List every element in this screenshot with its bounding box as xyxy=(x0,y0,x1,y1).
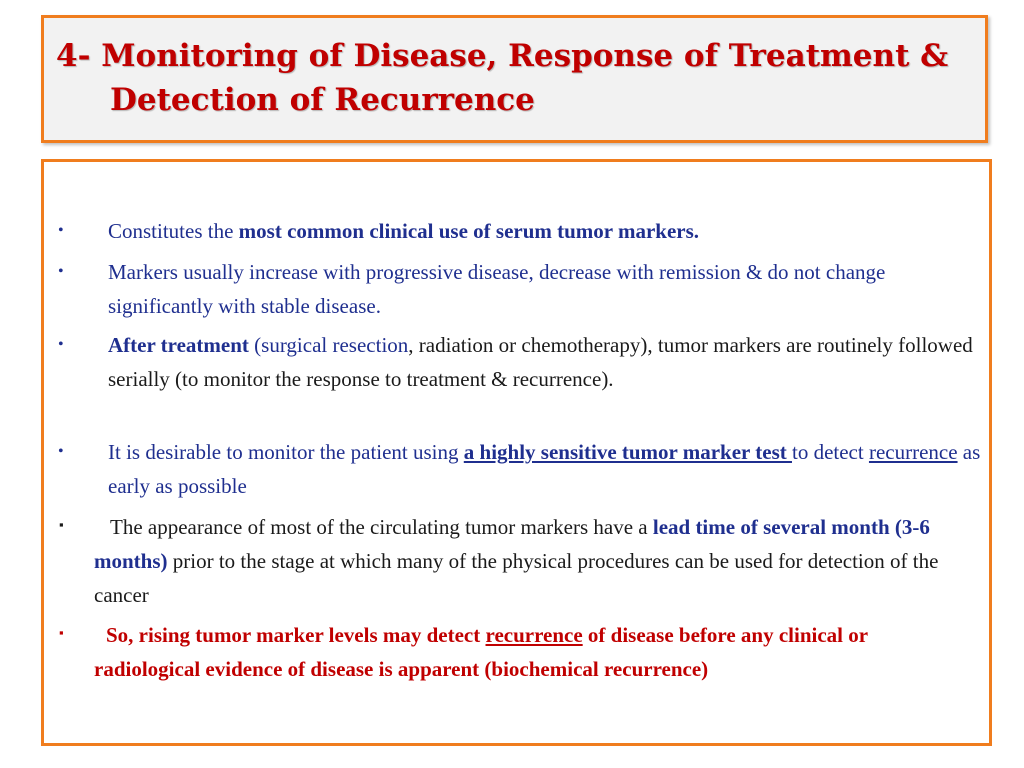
text-run: Markers usually increase with progressive disease, decrease with remission & do not change significantly with stable disease. xyxy=(108,260,886,318)
text-run-bold-underlined: a highly sensitive tumor marker test xyxy=(463,440,792,464)
text-run: , radiation or chemotherapy), tumor markers are routinely followed serially (to monitor the response to treatment & recurrence). xyxy=(108,333,973,391)
bullet-icon: • xyxy=(58,336,64,353)
content-box xyxy=(41,159,992,746)
title-line-1: 4- Monitoring of Disease, Response of Treatment & xyxy=(56,38,949,74)
text-run-bold: After treatment xyxy=(108,333,249,357)
text-run: Constitutes the xyxy=(108,219,239,243)
bullet-text xyxy=(108,435,984,503)
text-run: as early as possible xyxy=(108,440,981,498)
square-bullet-icon: ▪ xyxy=(59,625,64,640)
bullet-icon: • xyxy=(58,443,64,460)
text-run: It is desirable to monitor the patient using xyxy=(108,440,464,464)
text-run-bold: most common clinical use of serum tumor markers. xyxy=(238,219,700,243)
title-line-2: Detection of Recurrence xyxy=(110,82,535,118)
square-item-text xyxy=(94,510,964,612)
bullet-icon: • xyxy=(58,222,64,239)
text-run-bold: of disease before any clinical or radiological evidence of disease is apparent (biochemical recurrence) xyxy=(94,623,868,681)
title-box xyxy=(41,15,988,143)
square-item-text xyxy=(94,618,964,686)
text-run: (surgical resection xyxy=(248,333,409,357)
bullet-icon: • xyxy=(58,263,64,280)
text-run-underlined: recurrence xyxy=(868,440,958,464)
text-run-bold: So, rising tumor marker levels may detect xyxy=(106,623,486,647)
text-run: prior to the stage at which many of the physical procedures can be used for detection of the cancer xyxy=(94,549,939,607)
text-run-bold-underlined: recurrence xyxy=(485,623,583,647)
bullet-text xyxy=(108,255,984,323)
text-run-bold: lead time of several month (3-6 months) xyxy=(94,515,930,573)
slide-title xyxy=(56,34,981,122)
text-run: The appearance of most of the circulating tumor markers have a xyxy=(110,515,653,539)
text-run: to detect xyxy=(791,440,869,464)
square-bullet-icon: ▪ xyxy=(59,517,64,532)
bullet-text xyxy=(108,328,984,396)
bullet-text xyxy=(108,214,984,248)
